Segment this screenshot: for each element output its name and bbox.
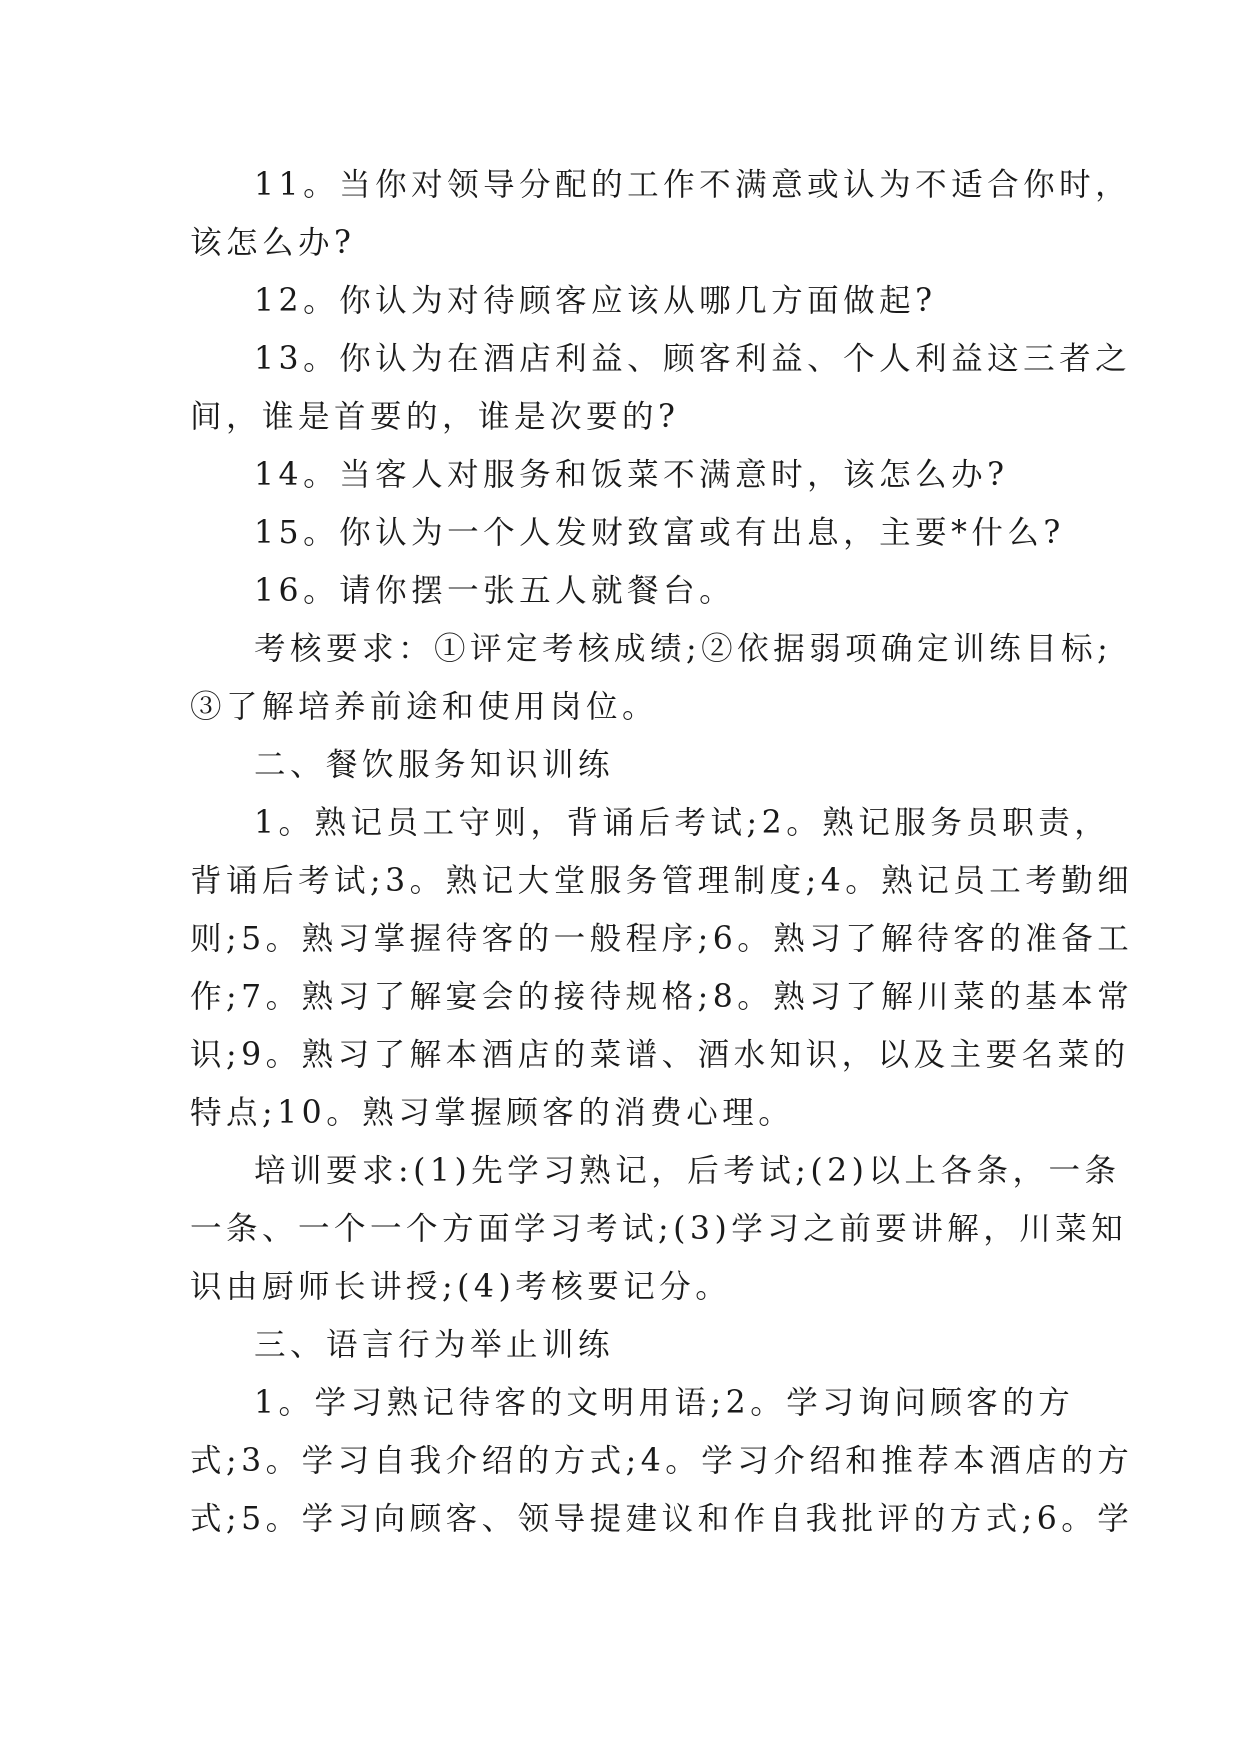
text-line: 12。你认为对待顾客应该从哪几方面做起? <box>254 283 937 319</box>
text-line: 作;7。熟习了解宴会的接待规格;8。熟习了解川菜的基本常 <box>190 979 1134 1015</box>
text-line: 13。你认为在酒店利益、顾客利益、个人利益这三者之 <box>254 341 1132 377</box>
text-line: 1。学习熟记待客的文明用语;2。学习询问顾客的方 <box>254 1385 1075 1421</box>
text-line: 14。当客人对服务和饭菜不满意时，该怎么办? <box>254 457 1009 493</box>
text-line: 15。你认为一个人发财致富或有出息，主要*什么? <box>254 515 1065 551</box>
document-body <box>190 156 1134 1548</box>
text-line: 特点;10。熟习掌握顾客的消费心理。 <box>190 1095 795 1131</box>
text-line: 式;5。学习向顾客、领导提建议和作自我批评的方式;6。学 <box>190 1501 1134 1537</box>
text-line: 16。请你摆一张五人就餐台。 <box>254 573 736 609</box>
text-line: 二、餐饮服务知识训练 <box>254 747 615 783</box>
text-line: 则;5。熟习掌握待客的一般程序;6。熟习了解待客的准备工 <box>190 921 1134 957</box>
text-line: 11。当你对领导分配的工作不满意或认为不适合你时， <box>254 167 1132 203</box>
text-line: 识由厨师长讲授;(4)考核要记分。 <box>190 1269 732 1305</box>
text-line: 间，谁是首要的，谁是次要的? <box>190 399 680 435</box>
text-line: 1。熟记员工守则，背诵后考试;2。熟记服务员职责， <box>254 805 1111 841</box>
text-line: ③了解培养前途和使用岗位。 <box>190 689 659 725</box>
text-line: 培训要求:(1)先学习熟记，后考试;(2)以上各条，一条 <box>254 1153 1121 1189</box>
text-line: 该怎么办? <box>190 225 356 261</box>
text-line: 识;9。熟习了解本酒店的菜谱、酒水知识，以及主要名菜的 <box>190 1037 1130 1073</box>
text-line: 一条、一个一个方面学习考试;(3)学习之前要讲解，川菜知 <box>190 1211 1128 1247</box>
text-line: 三、语言行为举止训练 <box>254 1327 615 1363</box>
text-line: 考核要求：①评定考核成绩;②依据弱项确定训练目标; <box>254 631 1113 667</box>
text-line: 背诵后考试;3。熟记大堂服务管理制度;4。熟记员工考勤细 <box>190 863 1134 899</box>
text-line: 式;3。学习自我介绍的方式;4。学习介绍和推荐本酒店的方 <box>190 1443 1134 1479</box>
